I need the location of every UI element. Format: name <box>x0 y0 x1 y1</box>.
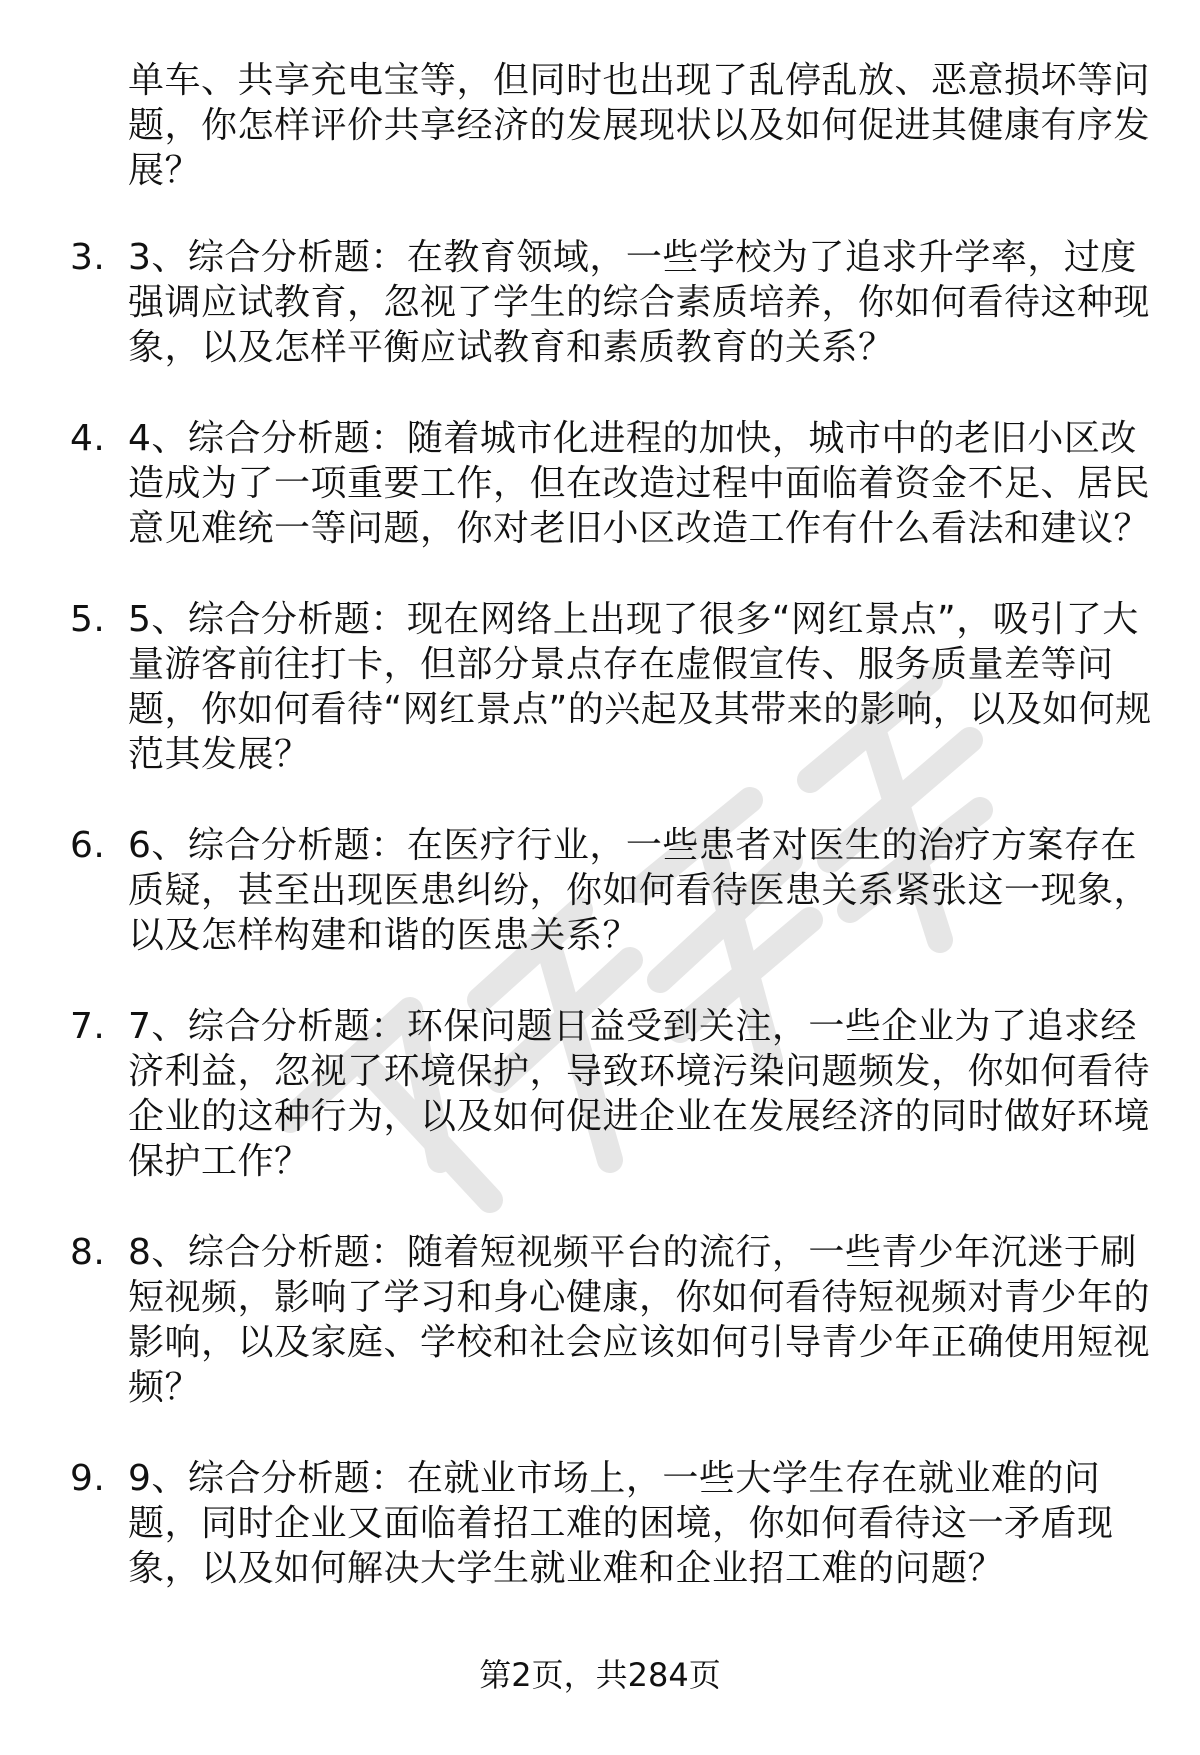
question-text: 4、综合分析题：随着城市化进程的加快，城市中的老旧小区改造成为了一项重要工作，但在改造过程中面临着资金不足、居民意见难统一等问题，你对老旧小区改造工作有什么看法和建议？ <box>128 418 1151 549</box>
question-item-3 <box>70 235 1160 370</box>
question-item-4 <box>70 416 1160 551</box>
question-text: 5、综合分析题：现在网络上出现了很多“网红景点”，吸引了大量游客前往打卡，但部分景点存在虚假宣传、服务质量差等问题，你如何看待“网红景点”的兴起及其带来的影响，以及如何规范其发展？ <box>128 599 1152 775</box>
page-footer: 第2页，共284页 <box>479 1656 721 1694</box>
question-text: 3、综合分析题：在教育领域，一些学校为了追求升学率，过度强调应试教育，忽视了学生的综合素质培养，你如何看待这种现象，以及怎样平衡应试教育和素质教育的关系？ <box>128 237 1151 368</box>
question-number: 9. <box>70 1458 106 1499</box>
question-number: 4. <box>70 418 106 459</box>
question-number: 3. <box>70 237 106 278</box>
question-number: 7. <box>70 1006 106 1047</box>
question-item-7 <box>70 1004 1160 1184</box>
question-item-6 <box>70 823 1160 958</box>
continued-paragraph: 单车、共享充电宝等，但同时也出现了乱停乱放、恶意损坏等问题，你怎样评价共享经济的发展现状以及如何促进其健康有序发展？ <box>128 60 1151 191</box>
question-number: 8. <box>70 1232 106 1273</box>
question-item-5 <box>70 597 1160 777</box>
question-text: 6、综合分析题：在医疗行业，一些患者对医生的治疗方案存在质疑，甚至出现医患纠纷，你如何看待医患关系紧张这一现象，以及怎样构建和谐的医患关系？ <box>128 825 1151 956</box>
question-text: 8、综合分析题：随着短视频平台的流行，一些青少年沉迷于刷短视频，影响了学习和身心健康，你如何看待短视频对青少年的影响，以及家庭、学校和社会应该如何引导青少年正确使用短视频？ <box>128 1232 1151 1408</box>
question-text: 7、综合分析题：环保问题日益受到关注，一些企业为了追求经济利益，忽视了环境保护，导致环境污染问题频发，你如何看待企业的这种行为，以及如何促进企业在发展经济的同时做好环境保护工作？ <box>128 1006 1151 1182</box>
question-number: 5. <box>70 599 106 640</box>
question-item-9 <box>70 1456 1160 1591</box>
question-list <box>70 235 1160 1591</box>
question-item-8 <box>70 1230 1160 1410</box>
document-body <box>70 58 1160 1637</box>
question-text: 9、综合分析题：在就业市场上，一些大学生存在就业难的问题，同时企业又面临着招工难的困境，你如何看待这一矛盾现象，以及如何解决大学生就业难和企业招工难的问题？ <box>128 1458 1114 1589</box>
question-number: 6. <box>70 825 106 866</box>
